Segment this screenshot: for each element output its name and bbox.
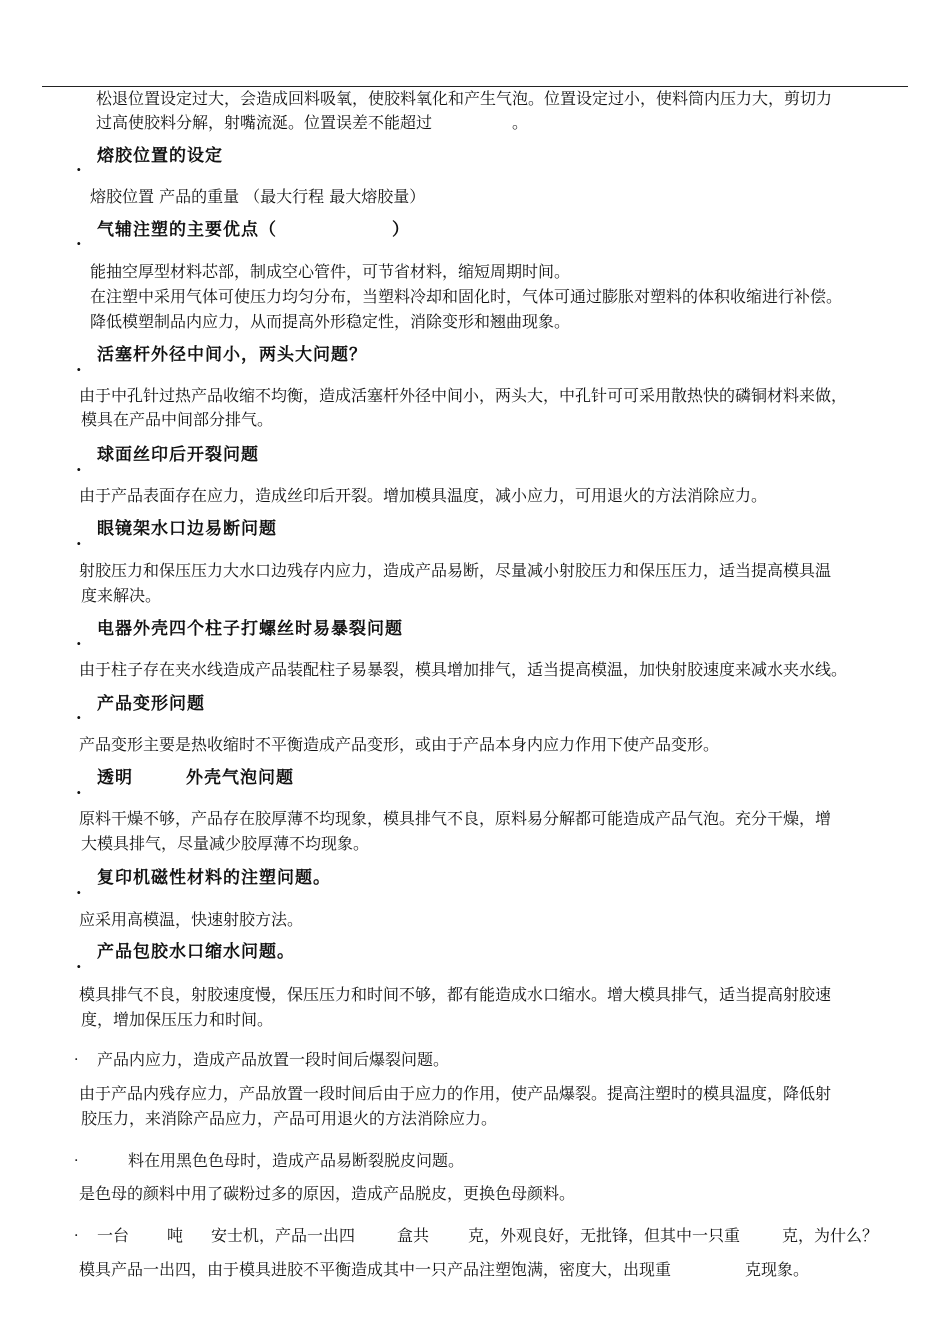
paragraph-line: 度，增加保压压力和时间。	[81, 1010, 274, 1029]
bullet-marker: ·	[74, 1052, 79, 1068]
section-heading: 电器外壳四个柱子打螺丝时易暴裂问题	[97, 619, 403, 639]
section-heading: 眼镜架水口边易断问题	[97, 519, 277, 539]
section-heading: 外壳气泡问题	[186, 768, 294, 788]
question-line: 料在用黑色色母时，造成产品易断裂脱皮问题。	[128, 1151, 465, 1170]
header-rule	[42, 86, 908, 87]
heading-marker: .	[76, 156, 82, 175]
paragraph-line: 大模具排气，尽量减少胶厚薄不均现象。	[81, 834, 370, 853]
question-segment: 克，外观良好，无批锋，但其中一只重	[468, 1226, 741, 1245]
heading-marker: .	[76, 230, 82, 249]
section-heading: 复印机磁性材料的注塑问题。	[97, 868, 331, 888]
section-heading: 球面丝印后开裂问题	[97, 445, 259, 465]
question-line: 产品内应力，造成产品放置一段时间后爆裂问题。	[97, 1050, 450, 1069]
section-heading: 气辅注塑的主要优点（	[97, 220, 277, 240]
section-heading: 活塞杆外径中间小，两头大问题？	[97, 345, 367, 365]
section-heading: ）	[392, 220, 410, 240]
paragraph-line: 克现象。	[745, 1260, 810, 1279]
paragraph-line: 射胶压力和保压压力大水口边残存内应力，造成产品易断，尽量减小射胶压力和保压压力，适当提高模具温	[79, 561, 832, 580]
heading-marker: .	[76, 530, 82, 549]
bullet-marker: ·	[74, 1153, 79, 1169]
paragraph-line: 由于中孔针过热产品收缩不均衡，造成活塞杆外径中间小，两头大，中孔针可可采用散热快的磷铜材料来做，	[79, 386, 848, 405]
heading-marker: .	[76, 779, 82, 798]
paragraph-line: 降低模塑制品内应力，从而提高外形稳定性，消除变形和翘曲现象。	[90, 312, 571, 331]
question-segment: 安士机，产品一出四	[211, 1226, 356, 1245]
paragraph-line: 模具产品一出四，由于模具进胶不平衡造成其中一只产品注塑饱满，密度大，出现重	[79, 1260, 672, 1279]
bullet-marker: ·	[74, 1228, 79, 1244]
question-segment: 克，为什么？	[782, 1226, 879, 1245]
question-segment: 一台	[97, 1226, 130, 1245]
question-segment: 吨	[167, 1226, 184, 1245]
section-heading: 透明	[97, 768, 133, 788]
paragraph-line: 应采用高模温，快速射胶方法。	[79, 910, 304, 929]
heading-marker: .	[76, 356, 82, 375]
section-heading: 产品包胶水口缩水问题。	[97, 942, 295, 962]
paragraph-line: 由于产品表面存在应力，造成丝印后开裂。增加模具温度，减小应力，可用退火的方法消除应力。	[79, 486, 768, 505]
paragraph-line: 由于柱子存在夹水线造成产品装配柱子易暴裂，模具增加排气，适当提高模温，加快射胶速度来减水夹水线。	[79, 660, 848, 679]
heading-marker: .	[76, 630, 82, 649]
paragraph-line: 度来解决。	[81, 586, 162, 605]
heading-marker: .	[76, 456, 82, 475]
paragraph-line: 模具在产品中间部分排气。	[81, 410, 274, 429]
paragraph-line: 在注塑中采用气体可使压力均匀分布，当塑料冷却和固化时，气体可通过膨胀对塑料的体积收缩进行补偿。	[90, 287, 843, 306]
paragraph-line: 能抽空厚型材料芯部，制成空心管件，可节省材料，缩短周期时间。	[90, 262, 571, 281]
paragraph-line: 熔胶位置 产品的重量 （最大行程 最大熔胶量）	[90, 187, 426, 206]
section-heading: 熔胶位置的设定	[97, 146, 223, 166]
paragraph-line: 松退位置设定过大，会造成回料吸氧，使胶料氧化和产生气泡。位置设定过小，使料筒内压力大，剪切力	[96, 89, 833, 108]
paragraph-line: 。	[512, 113, 529, 132]
paragraph-line: 胶压力，来消除产品应力，产品可用退火的方法消除应力。	[81, 1109, 498, 1128]
paragraph-line: 过高使胶料分解，射嘴流涎。位置误差不能超过	[96, 113, 433, 132]
question-segment: 盒共	[397, 1226, 430, 1245]
paragraph-line: 产品变形主要是热收缩时不平衡造成产品变形，或由于产品本身内应力作用下使产品变形。	[79, 735, 720, 754]
heading-marker: .	[76, 953, 82, 972]
heading-marker: .	[76, 704, 82, 723]
section-heading: 产品变形问题	[97, 694, 205, 714]
paragraph-line: 模具排气不良，射胶速度慢，保压压力和时间不够，都有能造成水口缩水。增大模具排气，适当提高射胶速	[79, 985, 832, 1004]
heading-marker: .	[76, 879, 82, 898]
paragraph-line: 由于产品内残存应力，产品放置一段时间后由于应力的作用，使产品爆裂。提高注塑时的模具温度，降低射	[79, 1084, 832, 1103]
paragraph-line: 是色母的颜料中用了碳粉过多的原因，造成产品脱皮，更换色母颜料。	[79, 1184, 576, 1203]
paragraph-line: 原料干燥不够，产品存在胶厚薄不均现象，模具排气不良，原料易分解都可能造成产品气泡。充分干燥，增	[79, 809, 832, 828]
